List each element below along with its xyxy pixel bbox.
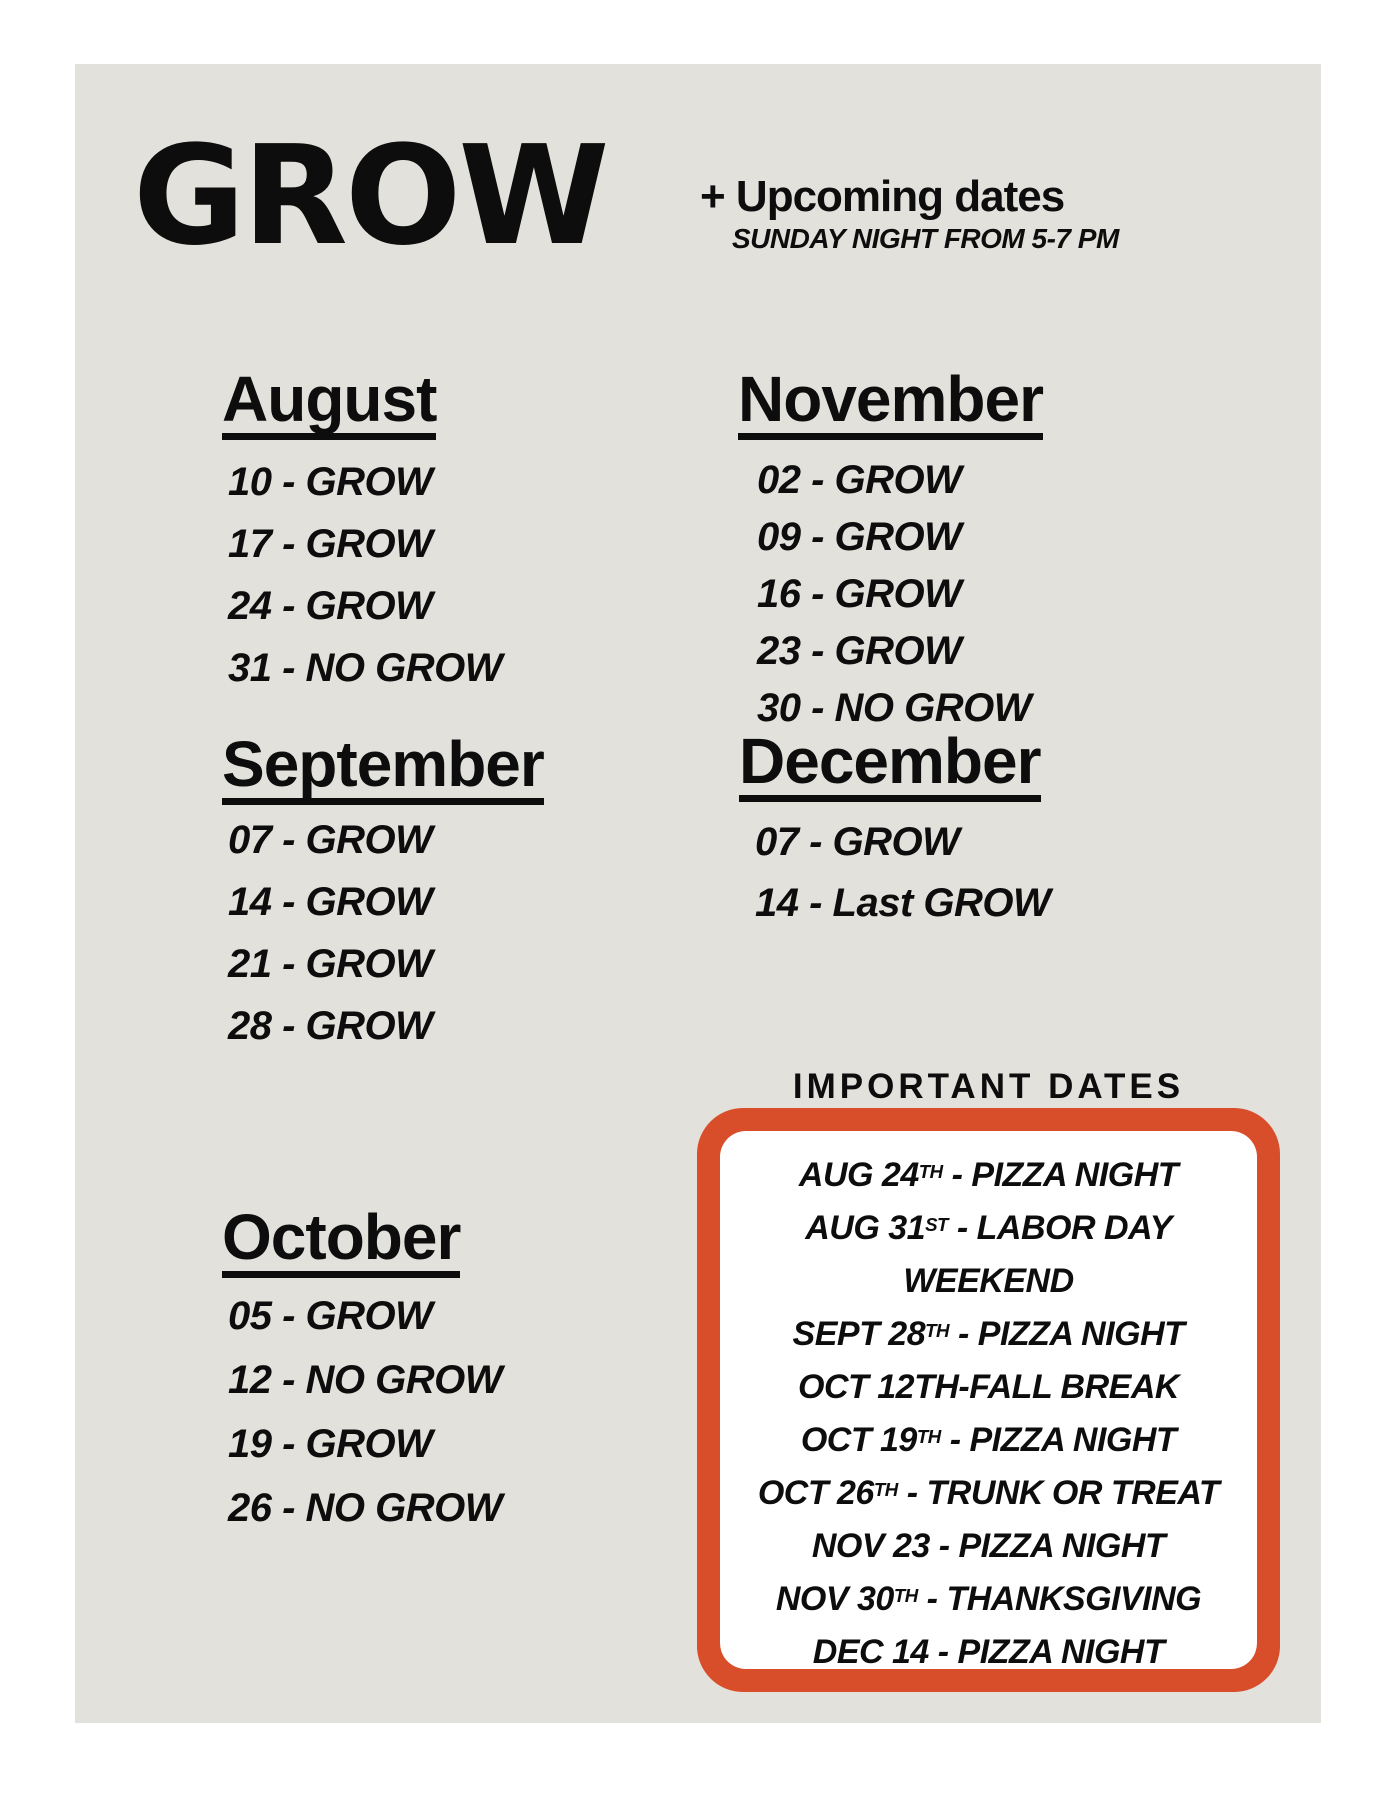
entry-text: OCT 12TH-FALL BREAK — [798, 1368, 1179, 1406]
page-title: GROW — [133, 117, 607, 276]
schedule-entry: 16 - GROW — [757, 572, 962, 616]
month-heading-september-label: September — [222, 732, 544, 805]
entry-text: - THANKSGIVING — [917, 1580, 1202, 1618]
schedule-entry: 05 - GROW — [228, 1294, 433, 1338]
entry-ordinal: TH — [916, 1425, 941, 1447]
entry-ordinal: TH — [925, 1319, 950, 1341]
schedule-entry: 09 - GROW — [757, 515, 962, 559]
entry-text: - PIZZA NIGHT — [940, 1421, 1177, 1459]
entry-text: NOV 23 - PIZZA NIGHT — [811, 1527, 1166, 1565]
august-schedule-list — [228, 451, 502, 699]
schedule-entry: 14 - GROW — [228, 880, 433, 924]
month-heading-september — [222, 728, 544, 805]
entry-text: DEC 14 - PIZZA NIGHT — [812, 1633, 1165, 1671]
entry-text: NOV 30 — [775, 1580, 894, 1618]
schedule-entry: 21 - GROW — [228, 942, 433, 986]
month-heading-november — [738, 363, 1043, 440]
important-dates-list — [720, 1131, 1257, 1669]
month-heading-october-label: October — [222, 1205, 460, 1278]
entry-ordinal: TH — [918, 1160, 943, 1182]
meeting-time-note: SUNDAY NIGHT FROM 5-7 PM — [732, 223, 1119, 254]
month-heading-october — [222, 1201, 461, 1278]
schedule-entry: 23 - GROW — [757, 629, 962, 673]
entry-ordinal: ST — [925, 1213, 948, 1235]
schedule-entry: 17 - GROW — [228, 522, 433, 566]
month-heading-august-label: August — [222, 367, 436, 440]
important-entry — [728, 1416, 1249, 1469]
important-entry — [728, 1257, 1249, 1310]
entry-text: - TRUNK OR TREAT — [897, 1474, 1220, 1512]
important-entry — [728, 1310, 1249, 1363]
important-entry — [728, 1575, 1249, 1628]
schedule-entry: 31 - NO GROW — [228, 646, 503, 690]
important-entry — [728, 1204, 1249, 1257]
important-entry — [728, 1628, 1249, 1681]
entry-text: SEPT 28 — [792, 1315, 926, 1353]
important-entry — [728, 1363, 1249, 1416]
schedule-entry: 24 - GROW — [228, 584, 433, 628]
schedule-entry: 14 - Last GROW — [755, 881, 1051, 925]
entry-text: - LABOR DAY — [947, 1209, 1172, 1247]
october-schedule-list — [228, 1284, 502, 1540]
schedule-entry: 12 - NO GROW — [228, 1358, 503, 1402]
schedule-entry: 02 - GROW — [757, 458, 962, 502]
schedule-entry: 30 - NO GROW — [757, 686, 1032, 730]
important-entry — [728, 1469, 1249, 1522]
important-entry — [728, 1522, 1249, 1575]
important-dates-heading: IMPORTANT DATES — [792, 1067, 1185, 1106]
entry-text: WEEKEND — [903, 1262, 1074, 1300]
schedule-entry: 07 - GROW — [228, 818, 433, 862]
schedule-entry: 28 - GROW — [228, 1004, 433, 1048]
entry-text: AUG 24 — [798, 1156, 919, 1194]
entry-text: - PIZZA NIGHT — [942, 1156, 1179, 1194]
entry-text: OCT 19 — [800, 1421, 917, 1459]
entry-text: - PIZZA NIGHT — [949, 1315, 1185, 1353]
september-schedule-list — [228, 809, 432, 1057]
schedule-entry: 19 - GROW — [228, 1422, 433, 1466]
important-entry — [728, 1151, 1249, 1204]
month-heading-december-label: December — [739, 729, 1041, 802]
upcoming-dates-note: + Upcoming dates — [700, 172, 1065, 221]
schedule-entry: 10 - GROW — [228, 460, 433, 504]
month-heading-november-label: November — [738, 367, 1043, 440]
important-dates-box — [697, 1108, 1280, 1692]
entry-text: AUG 31 — [805, 1209, 926, 1247]
entry-ordinal: TH — [873, 1478, 898, 1500]
november-schedule-list — [757, 452, 1031, 737]
schedule-entry: 07 - GROW — [755, 820, 960, 864]
month-heading-december — [739, 725, 1041, 802]
schedule-entry: 26 - NO GROW — [228, 1486, 503, 1530]
entry-text: OCT 26 — [757, 1474, 874, 1512]
december-schedule-list — [755, 812, 1050, 934]
entry-ordinal: TH — [893, 1584, 918, 1606]
month-heading-august — [222, 363, 437, 440]
